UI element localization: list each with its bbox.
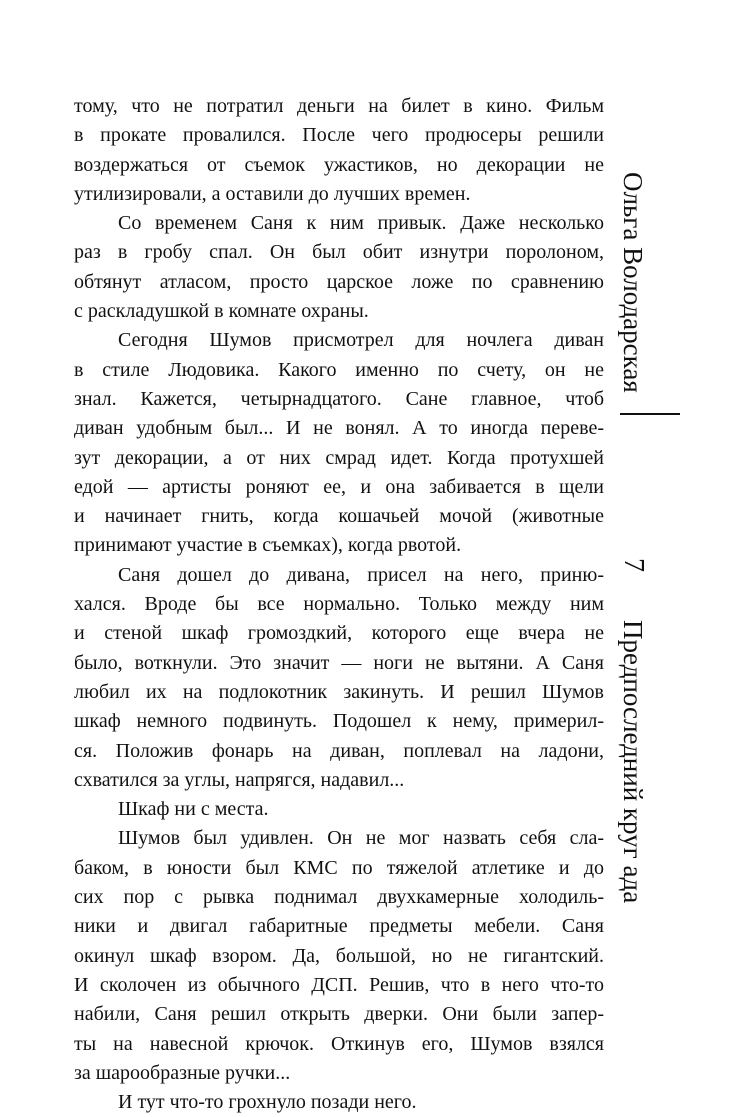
text-line: схватился за углы, напрягся, надавил...	[74, 768, 405, 791]
text-line: знал. Кажется, четырнадцатого. Сане главное, чтоб	[74, 387, 604, 410]
text-line: с раскладушкой в комнате охраны.	[74, 300, 369, 323]
text-line: воздержаться от съемок ужастиков, но декорации не	[74, 153, 604, 176]
text-line: сих пор с рывка поднимал двухкамерные холодиль-	[74, 886, 604, 909]
text-line: баком, в юности был КМС по тяжелой атлетике и до	[74, 856, 604, 879]
text-line: и начинает гнить, когда кошачьей мочой (животные	[74, 505, 604, 528]
text-line: раз в гробу спал. Он был обит изнутри поролоном,	[74, 241, 604, 264]
text-line: ты на навесной крючок. Откинув его, Шумов взялся	[74, 1032, 604, 1055]
text-line: зут декорации, а от них смрад идет. Когда протухшей	[74, 446, 604, 469]
text-line: едой — артисты роняют ее, и она забивается в щели	[74, 475, 604, 498]
running-head	[618, 120, 678, 910]
body-text	[74, 92, 604, 1117]
text-line: Шкаф ни с места.	[118, 798, 269, 821]
text-line: набили, Саня решил открыть дверки. Они были запер-	[74, 1003, 604, 1026]
text-line: Со временем Саня к ним привык. Даже несколько	[118, 212, 604, 235]
text-line: ники и двигал габаритные предметы мебели. Саня	[74, 915, 604, 938]
text-line: и стеной шкаф громоздкий, которого еще вчера не	[74, 622, 604, 645]
text-line: Саня дошел до дивана, присел на него, приню-	[118, 563, 604, 586]
text-line: за шарообразные ручки...	[74, 1061, 291, 1084]
text-line: принимают участие в съемках), когда рвотой.	[74, 534, 462, 557]
book-title: Предпоследний круг ада	[618, 620, 648, 904]
text-line: любил их на подлокотник закинуть. И решил Шумов	[74, 680, 604, 703]
text-line: в прокате провалился. После чего продюсеры решили	[74, 124, 604, 147]
text-line: И тут что-то грохнуло позади него.	[118, 1091, 417, 1114]
text-line: обтянут атласом, просто царское ложе по сравнению	[74, 270, 604, 293]
text-line: утилизировали, а оставили до лучших времен.	[74, 182, 471, 205]
text-line: Шумов был удивлен. Он не мог назвать себя сла-	[118, 827, 604, 850]
text-line: диван удобным был... И не вонял. А то иногда переве-	[74, 417, 604, 440]
text-line: хался. Вроде бы все нормально. Только между ним	[74, 593, 604, 616]
author-name: Ольга Володарская	[618, 172, 648, 393]
text-line: окинул шкаф взором. Да, большой, но не гигантский.	[74, 944, 604, 967]
text-line: было, воткнули. Это значит — ноги не вытяни. А Саня	[74, 651, 604, 674]
page-number: 7	[618, 558, 649, 572]
text-line: Сегодня Шумов присмотрел для ночлега диван	[118, 329, 604, 352]
text-line: в стиле Людовика. Какого именно по счету, он не	[74, 358, 604, 381]
text-line: ся. Положив фонарь на диван, поплевал на ладони,	[74, 739, 604, 762]
text-line: И сколочен из обычного ДСП. Решив, что в него что-то	[74, 973, 604, 996]
text-line: тому, что не потратил деньги на билет в кино. Фильм	[74, 95, 604, 117]
text-line: шкаф немного подвинуть. Подошел к нему, примерил-	[74, 710, 604, 733]
running-head-divider	[620, 413, 680, 415]
